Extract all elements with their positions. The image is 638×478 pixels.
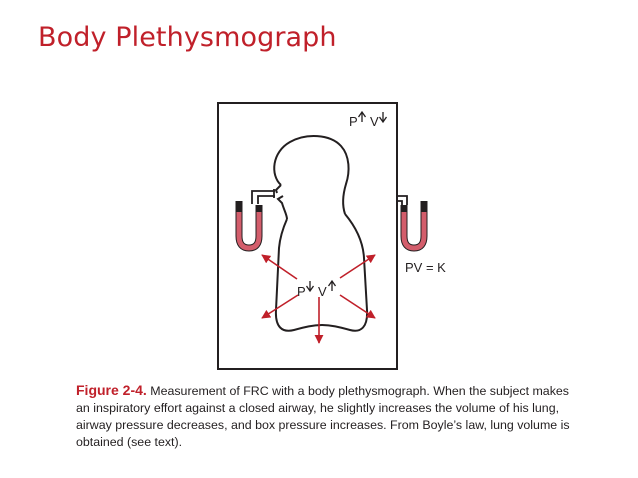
plethysmograph-box: [218, 103, 397, 369]
box-pressure-label: P: [349, 114, 358, 129]
box-pressure-up-arrow: [359, 112, 366, 122]
subject-head-outline: [274, 136, 348, 214]
right-box-tube: [397, 196, 407, 205]
lung-pressure-down-arrow: [307, 281, 314, 291]
figure-caption-text: Measurement of FRC with a body plethysmograph. When the subject makes an inspiratory effort against a closed airway, he slightly increases the volume of his lung, airway pressure decreases, and box pressure increases. From Boyle’s law, lung volume is obtained (see text).: [76, 384, 570, 449]
box-volume-down-arrow: [380, 112, 387, 122]
expansion-arrow-lower-right: [340, 295, 375, 318]
slide-title: Body Plethysmograph: [38, 22, 337, 53]
lung-volume-up-arrow: [329, 281, 336, 291]
expansion-arrow-lower-left: [262, 295, 298, 318]
expansion-arrow-upper-right: [340, 255, 375, 278]
figure-caption: [76, 382, 576, 451]
subject-face-outline: [276, 185, 287, 219]
right-manometer: [404, 201, 424, 248]
box-pv-label: [349, 112, 387, 129]
lung-pv-label: [297, 281, 336, 299]
left-manometer: [239, 201, 259, 248]
lung-volume-label: V: [318, 284, 327, 299]
subject-torso-outline: [276, 214, 367, 331]
left-airway-tube: [252, 189, 275, 204]
figure-label: Figure 2-4.: [76, 382, 147, 398]
boyles-law-equation: PV = K: [405, 260, 446, 275]
lung-pressure-label: P: [297, 284, 306, 299]
expansion-arrow-upper-left: [262, 255, 297, 279]
box-volume-label: V: [370, 114, 379, 129]
